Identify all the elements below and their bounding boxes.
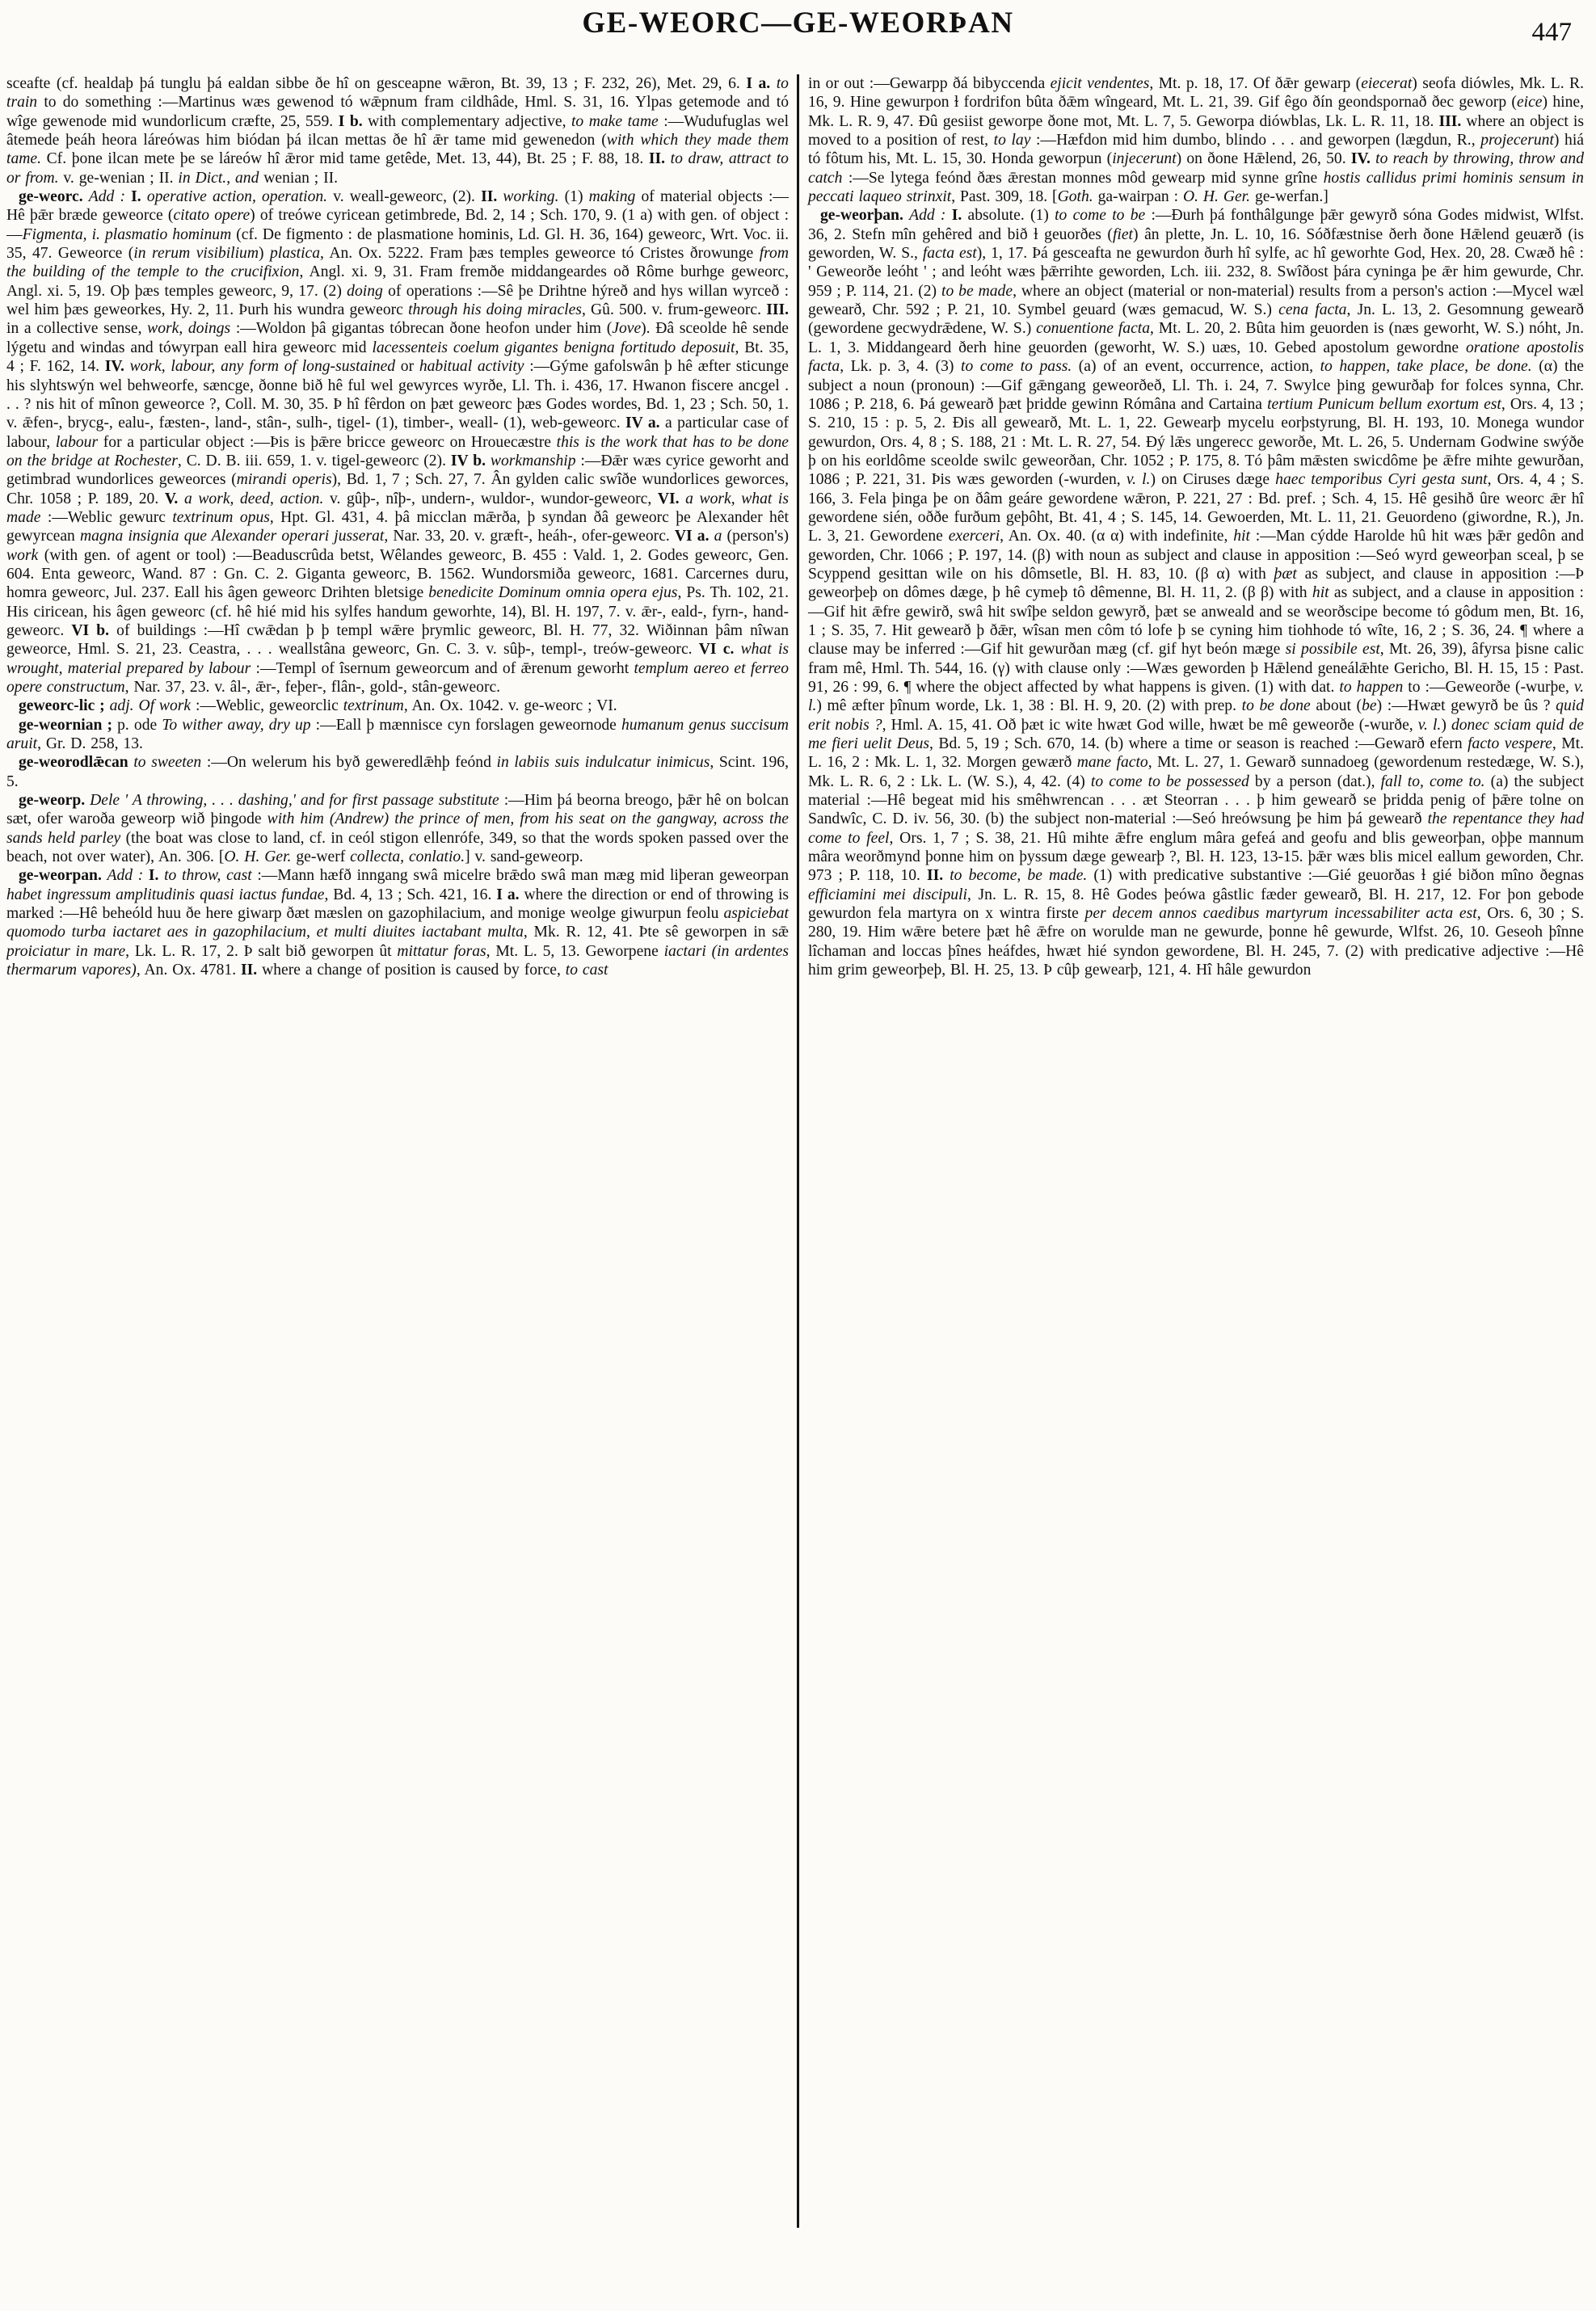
italic-text: plastica <box>269 245 321 263</box>
italic-text: work, doings <box>147 320 236 338</box>
italic-text: with which they made them tame. <box>6 132 790 168</box>
italic-text: aspiciebat quomodo turba iactaret aes in gazophilacium, et multi diuites iactabant multa <box>6 905 789 941</box>
italic-text: haec temporibus Cyri gesta sunt <box>1275 471 1488 489</box>
bold-text: IV. <box>1350 150 1376 168</box>
italic-text: to happen <box>1339 679 1409 696</box>
entry-paragraph: ge-weorpan. Add : I. to throw, cast :—Mann hæfð inngang swâ micelre brǣdo swâ man mæg mid liþeran geweorpan habet ingressum amplitudinis quasi iactus fundae, Bd. 4, 13 ; Sch. 421, 16. I a. where the direction or end of throwing is marked :—Hê beheóld huu ðe here giwarp ðæt mæslen on gazophilacium, and monige weolge giwurpun feolu aspiciebat quomodo turba iactaret aes in gazophilacium, et multi diuites iactabant multa, Mk. R. 12, 41. Þte sê geworpen in sǣ proiciatur in mare, Lk. L. R. 17, 2. Þ salt bið geworpen ût mittatur foras, Mt. L. 5, 13. Geworpene iactari (in ardentes thermarum vapores), An. Ox. 4781. II. where a change of position is caused by force, to cast <box>6 867 790 979</box>
bold-text: III. <box>766 301 789 319</box>
italic-text: to draw, attract to or from. <box>6 150 789 187</box>
italic-text: oratione apostolis facta <box>808 339 1584 376</box>
italic-text: cena facta <box>1278 301 1347 319</box>
bold-text: IV b. <box>450 452 491 469</box>
right-column <box>799 74 1584 2228</box>
italic-text: quid erit nobis ? <box>808 697 1584 734</box>
italic-text: to train <box>6 75 789 112</box>
italic-text: habitual activity <box>419 358 530 376</box>
running-head: GE-WEORC—GE-WEORÞAN <box>582 6 1014 40</box>
entry-paragraph: ge-weorþan. Add : I. absolute. (1) to come to be :—Ðurh þá fonthâlgunge þǣr gewyrð sóna Godes midwist, Wlfst. 36, 2. Stefn mîn gehêred and bið ɫ geuorðes (fiet) ân plette, Jn. L. 10, 16. Sóðfæstnise ðerh ðone Hǣlend geuærð (is geworden, W. S., facta est), 1, 17. Þá gesceafta ne gewurdon ðurh hî sylfe, ac hî geworhte God, Hex. 20, 28. Cwæð hê : ' Geweorðe leóht ' ; and leóht wæs þǣrrihte geworden, Lch. iii. 232, 8. Swîðost þára cyninga þe ǣr him gewurde, Chr. 959 ; P. 114, 21. (2) to be made, where an object (material or non-material) results from a person's action :—Mycel wæl gewearð, Chr. 592 ; P. 21, 10. Symbel geuard (wæs gemacud, W. S.) cena facta, Jn. L. 13, 2. Gesomnung gewearð (gewordene gecwydrǣdene, W. S.) conuentione facta, Mt. L. 20, 2. Bûta him geuorden is (næs geworht, W. S.) nóht, Jn. L. 1, 3. Middangeard ðerh hine geuorden (geworht, W. S.) uæs, 10. Gebed apostolum gewordne oratione apostolis facta, Lk. p. 3, 4. (3) to come to pass. (a) of an event, occurrence, action, to happen, take place, be done. (α) the subject a noun (pronoun) :—Gif gǣngang geweorðeð, Ll. Th. i. 24, 7. Swylce þing gewurðaþ for folces synna, Chr. 1086 ; P. 218, 6. Þá gewearð þæt þridde gewinn Rómâna and Cartaina tertium Punicum bellum exortum est, Ors. 4, 13 ; S. 210, 15 : p. 5, 2. Ðis all gewearð, Mt. L. 1, 22. Gewearþ mycelu eorþstyrung, Bl. H. 193, 10. Monega wundor gewurdon, Ors. 4, 8 ; S. 188, 21 : Mt. L. R. 27, 54. Ðý lǣs ungerecc geworðe, Mt. L. 26, 5. Undernam Godwine swýðe þ on his eorldôme sceolde swilc geweorðan, Chr. 1052 ; P. 175, 8. Tó þâm mǣsten swicdôme þe ǣfre mihte gewurðan, 1086 ; P. 221, 31. Þis wæs geworden (-wurden, v. l.) on Ciruses dæge haec temporibus Cyri gesta sunt, Ors. 4, 4 ; S. 166, 3. Fela þinga þe on ðâm geáre gewordene wǣron, P. 221, 27 : Bd. pref. ; Sch. 4, 15. Hê gesihð ûre weorc ǣr hî gewordene sién, oððe furðum geþôht, Bt. 41, 4 ; S. 145, 14. Gewoerden, Mt. L. 11, 21. Geuordeno (giwordne, R.), Jn. L. 3, 21. Gewordene exerceri, An. Ox. 40. (α α) with indefinite, hit :—Man cýdde Harolde hû hit wæs þǣr gedôn and geworden, Chr. 1066 ; P. 197, 14. (β) with noun as subject and clause in apposition :—Seó wyrd geweorþan sceal, þ se Scyppend gesittan wile on his dômsetle, Bl. H. 83, 10. (β α) with þæt as subject, and clause in apposition :—Þ geweorþeþ on dômes dæge, þ hê cymeþ tô dêmenne, Bl. H. 11, 2. (β β) with hit as subject, and a clause in apposition :—Gif hit ǣfre gewirð, swâ hit swîþe seldon gewyrð, þæt se anweald and se weorðscipe become tó gôdum men, Bt. 16, 1 ; S. 35, 7. Hit gewearð þ ðǣr, wîsan men côm tó lofe þ se cyning him tiohhode tó wîte, 16, 2 ; S. 36, 24. ¶ where a clause may be inferred :—Gif hit gewurðan mæg (cf. gif hyt beón mæge si possibile est, Mt. 26, 39), âfyrsa þisne calic fram mê, Hml. Th. 544, 16. (γ) with clause only :—Wæs geworden þ Hǣlend geneálǣhte Gericho, Bl. H. 15, 15 : Past. 91, 26 : 99, 6. ¶ where the object affected by what happens is given. (1) with dat. to happen to :—Geweorðe (-wurþe, v. l.) mê æfter þînum worde, Lk. 1, 38 : Bl. H. 9, 20. (2) with prep. to be done about (be) :—Hwæt gewyrð be ûs ? quid erit nobis ?, Hml. A. 15, 41. Oð þæt ic wite hwæt God wille, hwæt be mê geweorðe (-wurðe, v. l.) donec sciam quid de me fieri uelit Deus, Bd. 5, 19 ; Sch. 670, 14. (b) where a time or season is reached :—Gewarð efern facto vespere, Mt. L. 16, 2 : Mk. L. 1, 32. Morgen gewærð mane facto, Mt. L. 27, 1. Gewarð sunnadoeg (gewordenum restedæge, W. S.), Mk. L. R. 6, 2 : Lk. L. (W. S.), 4, 42. (4) to come to be possessed by a person (dat.), fall to, come to. (a) the subject material :—Hê begeat mid his smêhwrencan . . . æt Steorran . . . þ him gewearð se þridda penig of þǣre tolne on Sandwîc, C. D. iv. 56, 30. (b) the subject non-material :—Seó hreówsung þe him þá gewearð the repentance they had come to feel, Ors. 1, 7 ; S. 38, 21. Hû mihte ǣfre englum mâra gefeá and geofu and blis geweorþan, oþþe mannum mâra weorðmynd þonne him on þyssum dæge gewearþ ?, Bl. H. 123, 13-15. þǣr wæs blis micel eallum geworden, Chr. 973 ; P. 118, 10. II. to become, be made. (1) with predicative substantive :—Gié geuorðas ɫ gié biðon mîno ðegnas efficiamini mei discipuli, Jn. L. R. 15, 8. Hê Godes þeówa gâstlic fæder gewearð, Bl. H. 217, 12. For þon gebode gewurdon fela martyra on x wintra firste per decem annos caedibus martyrum incessabiliter acta est, Ors. 6, 30 ; S. 280, 19. Him wǣre betere þæt hê ǣfre on worulde man ne gewurde, þonne hê gewurde, Wlfst. 26, 10. Geseoh þînne lîchaman and loccas þînes heáfdes, hwæt hié syndon gewordene, Bl. H. 245, 7. (2) with predicative adjective :—Hê him grim geweorþeþ, Bl. H. 25, 13. Þ cûþ gewearþ, 121, 4. Hî hâle gewurdon <box>808 207 1584 979</box>
italic-text: donec sciam quid de me fieri uelit Deus <box>808 716 1584 753</box>
italic-text: to make tame <box>571 112 664 130</box>
italic-text: Add : <box>88 188 132 206</box>
italic-text: humanum genus succisum aruit <box>6 716 789 753</box>
entry-paragraph: sceafte (cf. healdaþ þá tunglu þá ealdan sibbe ðe hî on gesceapne wǣron, Bt. 39, 13 ; F. 232, 26), Met. 29, 6. I a. to train to do something :—Martinus wæs gewenod tó wǣpnum fram cildhâde, Hml. S. 31, 16. Ylpas getemode and tó wîge gewenode mid wundorlicum cræfte, 25, 559. I b. with complementary adjective, to make tame :—Wudufuglas wel âtemede þeáh heora láreówas him biódan þá ilcan mettas ðe hî ǣr tame mid gewenedon (with which they made them tame. Cf. þone ilcan mete þe se láreów hî ǣror mid tame getêde, Met. 13, 44), Bt. 25 ; F. 88, 18. II. to draw, attract to or from. v. ge-wenian ; II. in Dict., and wenian ; II. <box>6 75 790 187</box>
italic-text: hit <box>1233 528 1256 545</box>
italic-text: si possibile est <box>1285 641 1380 659</box>
bold-text: geweorc-lic ; <box>19 697 110 715</box>
italic-text: this is the work that has to be done on the bridge at Rochester <box>6 433 790 469</box>
italic-text: eice <box>1516 94 1543 112</box>
italic-text: injecerunt <box>1112 150 1177 168</box>
left-column <box>6 74 799 2228</box>
italic-text: collecta, conlatio. <box>350 848 465 866</box>
italic-text: to be made <box>941 282 1013 300</box>
bold-text: ge-weorp. <box>19 792 91 810</box>
italic-text: O. H. Ger. <box>1182 188 1255 206</box>
italic-text: from the building of the temple to the crucifixion <box>6 245 789 281</box>
italic-text: fall to, come to. <box>1380 772 1491 790</box>
bold-text: I. <box>951 207 968 225</box>
italic-text: O. H. Ger. <box>224 848 297 866</box>
italic-text: benedicite Dominum omnia opera ejus <box>428 584 678 602</box>
bold-text: VI a. <box>674 528 714 545</box>
bold-text: V. <box>164 490 184 507</box>
italic-text: mittatur foras <box>397 942 486 960</box>
italic-text: Figmenta, i. plasmatio hominum <box>22 225 237 243</box>
bold-text: ge-weorodlǣcan <box>19 754 134 772</box>
italic-text: to be done <box>1241 697 1316 715</box>
italic-text: labour <box>55 433 103 451</box>
italic-text: projecerunt <box>1480 132 1554 149</box>
italic-text: v. l. <box>808 679 1584 715</box>
bold-text: IV a. <box>625 415 665 432</box>
italic-text: v. l. <box>1126 471 1151 489</box>
italic-text: mane facto <box>1076 754 1148 772</box>
italic-text: templum aereo et ferreo opere constructum <box>6 659 789 696</box>
bold-text: I a. <box>496 886 524 903</box>
page-number: 447 <box>1531 18 1572 47</box>
italic-text: be <box>1362 697 1377 715</box>
bold-text: ge-weornian ; <box>19 716 118 734</box>
bold-text: III. <box>1438 112 1467 130</box>
italic-text: to become, be made. <box>950 867 1094 885</box>
italic-text: textrinum <box>343 697 404 715</box>
text-body <box>6 74 1584 2228</box>
italic-text: Dele ' A throwing, . . . dashing,' and for first passage substitute <box>90 792 504 810</box>
italic-text: lacessenteis coelum gigantes benigna fortitudo deposuit <box>372 339 735 356</box>
italic-text: citato opere <box>173 207 251 225</box>
italic-text: Add : <box>107 867 149 885</box>
bold-text: I b. <box>338 112 368 130</box>
italic-text: proiciatur in mare <box>6 942 126 960</box>
italic-text: habet ingressum amplitudinis quasi iactus fundae <box>6 886 325 903</box>
italic-text: efficiamini mei discipuli <box>808 886 967 903</box>
italic-text: doing <box>347 282 389 300</box>
italic-text: mirandi operis <box>236 471 332 489</box>
italic-text: textrinum opus <box>172 508 270 526</box>
bold-text: I. <box>148 867 165 885</box>
bold-text: ge-weorc. <box>19 188 89 206</box>
italic-text: working. <box>503 188 565 206</box>
italic-text: in rerum visibilium <box>133 245 259 263</box>
italic-text: to cast <box>565 962 609 979</box>
italic-text: to come to be possessed <box>1090 772 1255 790</box>
bold-text: ge-weorþan. <box>820 207 910 225</box>
italic-text: to reach by throwing, throw and catch <box>808 150 1584 187</box>
bold-text: VI c. <box>698 641 741 659</box>
italic-text: operative action, operation. <box>146 188 334 206</box>
bold-text: IV. <box>104 358 130 376</box>
italic-text: magna insignia que Alexander operari jusserat <box>79 528 385 545</box>
entry-paragraph: in or out :—Gewarpp ðá bibyccenda ejicit vendentes, Mt. p. 18, 17. Of ðǣr gewarp (eiecerat) seofa diówles, Mk. L. R. 16, 9. Hine gewurpon ɫ fordrifon bûta ðǣm wîngeard, Mt. L. 21, 39. Gif êgo ðín geondspornað ðec geworp (eice) hine, Mk. L. R. 9, 47. Ðû gesiist geworpe ðone mot, Mt. L. 7, 5. Geworpa diówblas, Lk. L. R. 11, 18. III. where an object is moved to a position of rest, to lay :—Hæfdon mid him dumbo, blindo . . . and geworpen (lægdun, R., projecerunt) hiá tó fôtum his, Mt. L. 15, 30. Honda geworpun (injecerunt) on ðone Hǣlend, 26, 50. IV. to reach by throwing, throw and catch :—Se lytega feónd ðæs ǣrestan monnes môd gewearp mid synne grîne hostis callidus primi hominis sensum in peccati laqueo strinxit, Past. 309, 18. [Goth. ga-wairpan : O. H. Ger. ge-werfan.] <box>808 75 1584 206</box>
italic-text: conuentione facta <box>1036 320 1151 338</box>
bold-text: II. <box>926 867 950 885</box>
italic-text: to sweeten <box>133 754 207 772</box>
italic-text: exerceri <box>948 528 1000 545</box>
italic-text: a <box>714 528 727 545</box>
italic-text: ejicit vendentes <box>1050 75 1150 92</box>
italic-text: to come to be <box>1055 207 1152 225</box>
italic-text: adj. Of work <box>109 697 196 715</box>
italic-text: to throw, cast <box>164 867 258 885</box>
italic-text: per decem annos caedibus martyrum incessabiliter acta est <box>1084 905 1477 923</box>
italic-text: fiet <box>1112 225 1133 243</box>
italic-text: to happen, take place, be done. <box>1320 358 1539 376</box>
italic-text: work, labour, any form of long-sustained <box>129 358 401 376</box>
italic-text: in labiis suis indulcatur inimicus <box>496 754 710 772</box>
italic-text: hit <box>1312 584 1334 602</box>
italic-text: Jove <box>612 320 642 338</box>
bold-text: II. <box>241 962 263 979</box>
entry-paragraph: ge-weorodlǣcan to sweeten :—On welerum his byð geweredlǣhþ feónd in labiis suis indulcatur inimicus, Scint. 196, 5. <box>6 754 789 790</box>
italic-text: through his doing miracles <box>408 301 582 319</box>
italic-text: eiecerat <box>1361 75 1413 92</box>
italic-text: to lay <box>993 132 1037 149</box>
italic-text: with him (Andrew) the prince of men, from his seat on the gangway, across the sands held parley <box>6 810 789 847</box>
italic-text: facto vespere <box>1468 735 1552 753</box>
italic-text: a work, what is made <box>6 490 789 526</box>
bold-text: I a. <box>746 75 777 92</box>
italic-text: Goth. <box>1057 188 1098 206</box>
entry-paragraph: ge-weornian ; p. ode To wither away, dry up :—Eall þ mænnisce cyn forslagen geweornode humanum genus succisum aruit, Gr. D. 258, 13. <box>6 716 789 753</box>
bold-text: ge-weorpan. <box>19 867 107 885</box>
entry-paragraph: geweorc-lic ; adj. Of work :—Weblic, geweorclic textrinum, An. Ox. 1042. v. ge-weorc ; VI. <box>19 697 617 715</box>
entry-paragraph: ge-weorp. Dele ' A throwing, . . . dashing,' and for first passage substitute :—Him þá beorna breogo, þǣr hê on bolcan sæt, ofer waroða geweorp wið þingode with him (Andrew) the prince of men, from his seat on the gangway, across the sands held parley (the boat was close to land, cf. in ceól stigon ellenrófe, 349, so that the words spoken passed over the beach, not over water), An. 306. [O. H. Ger. ge-werf collecta, conlatio.] v. sand-geweorp. <box>6 792 790 866</box>
italic-text: workmanship <box>490 452 581 469</box>
bold-text: II. <box>648 150 671 168</box>
italic-text: To wither away, dry up <box>162 716 316 734</box>
italic-text: Add : <box>909 207 952 225</box>
italic-text: to come to pass. <box>961 358 1079 376</box>
italic-text: iactari (in ardentes thermarum vapores) <box>6 942 789 979</box>
italic-text: work <box>6 546 44 564</box>
bold-text: I. <box>131 188 147 206</box>
bold-text: VI b. <box>71 621 117 639</box>
bold-text: II. <box>481 188 503 206</box>
italic-text: a work, deed, action. <box>183 490 330 507</box>
italic-text: the repentance they had come to feel <box>808 810 1584 847</box>
entry-paragraph: ge-weorc. Add : I. operative action, operation. v. weall-geweorc, (2). II. working. (1) making of material objects :—Hê þǣr bræde geweorce (citato opere) of treówe cyricean getimbrede, Bd. 2, 14 ; Sch. 170, 9. (1 a) with gen. of object :—Figmenta, i. plasmatio hominum (cf. De figmento : de plasmatione hominis, Ld. Gl. H. 36, 164) geweorc, Wrt. Voc. ii. 35, 47. Geweorce (in rerum visibilium) plastica, An. Ox. 5222. Fram þæs temples geweorce tó Cristes ðrowunge from the building of the temple to the crucifixion, Angl. xi. 9, 31. Fram fremðe middangeardes oð Rôme burhge geweorc, Angl. xi. 5, 19. Oþ þæs temples geweorc, 9, 17. (2) doing of operations :—Sê þe Drihtne hýreð and hys willan wyrceð : wel him þæs geweorkes, Hy. 2, 11. Þurh his wundra geweorc through his doing miracles, Gû. 500. v. frum-geweorc. III. in a collective sense, work, doings :—Woldon þâ gigantas tóbrecan ðone heofon under him (Jove). Ðâ sceolde hê sende lýgetu and windas and tówyrpan eall hira geweorc mid lacessenteis coelum gigantes benigna fortitudo deposuit, Bt. 35, 4 ; F. 162, 14. IV. work, labour, any form of long-sustained or habitual activity :—Gýme gafolswân þ hê æfter sticunge his slyhtswýn wel behweorfe, sæncge, ðonne bið hê ful wel gewyrces wyrðe, Ll. Th. i. 436, 17. Hwanon fiscere ancgel . . . ? nis hit of mînon geweorce ?, Coll. M. 30, 35. Þ hî fêrdon on þæt geweorc þæs Godes wordes, Bd. 1, 23 ; Sch. 50, 1. v. ǣfen-, brycg-, ealu-, fæsten-, land-, stân-, sulh-, tigel- (1), timber-, weall- (1), web-geweorc. IV a. a particular case of labour, labour for a particular object :—Þis is þǣre bricce geweorc on Hrouecæstre this is the work that has to be done on the bridge at Rochester, C. D. B. iii. 659, 1. v. tigel-geweorc (2). IV b. workmanship :—Ðǣr wæs cyrice geworht and getimbrad wundorlices geweorces (mirandi operis), Bd. 1, 7 ; Sch. 27, 7. Ân gylden calic swîðe wundorlices geworces, Chr. 1058 ; P. 189, 20. V. a work, deed, action. v. gûþ-, nîþ-, undern-, wuldor-, wundor-geweorc, VI. a work, what is made :—Weblic gewurc textrinum opus, Hpt. Gl. 431, 4. þâ micclan mǣrða, þ syndan ðâ geweorc þe Alexander hêt gewyrcean magna insignia que Alexander operari jusserat, Nar. 33, 20. v. græft-, heáh-, ofer-geweorc. VI a. a (person's) work (with gen. of agent or tool) :—Beaduscrûda betst, Wêlandes geweorc, B. 455 : Vald. 1, 2. Godes geweorc, Gen. 604. Enta geweorc, Wand. 87 : Gn. C. 2. Giganta geweorc, B. 1562. Wundorsmiða geweorc, 1681. Carcernes duru, homra geweorc, Jul. 237. Eall his âgen geweorc Drihten bletsige benedicite Dominum omnia opera ejus, Ps. Th. 102, 21. His ciricean, his âgen geweorc (cf. hê hié mid his sylfes handum geworhte, 14), Bl. H. 197, 7. v. ǣr-, eald-, fyrn-, hand-geweorc. VI b. of buildings :—Hî cwǣdan þ þ templ wǣre þrymlic geweorc, Bl. H. 77, 32. Wiðinnan þâm nîwan geweorce, Hml. S. 21, 23. Ceastra, . . . weallstâna geweorc, Gn. C. 3. v. sûþ-, templ-, treów-geweorc. VI c. what is wrought, material prepared by labour :—Templ of îsernum geweorcum and of ǣrenum geworht templum aereo et ferreo opere constructum, Nar. 37, 23. v. âl-, ǣr-, feþer-, flân-, gold-, stân-geweorc. <box>6 188 790 696</box>
italic-text: making <box>588 188 642 206</box>
italic-text: v. l. <box>1417 716 1442 734</box>
italic-text: þæt <box>1274 565 1305 583</box>
italic-text: what is wrought, material prepared by labour <box>6 641 790 677</box>
italic-text: hostis callidus primi hominis sensum in peccati laqueo strinxit <box>808 169 1584 206</box>
italic-text: in Dict., and <box>178 169 264 187</box>
italic-text: tertium Punicum bellum exortum est <box>1267 395 1501 413</box>
bold-text: VI. <box>657 490 686 507</box>
italic-text: facta est <box>922 245 977 263</box>
